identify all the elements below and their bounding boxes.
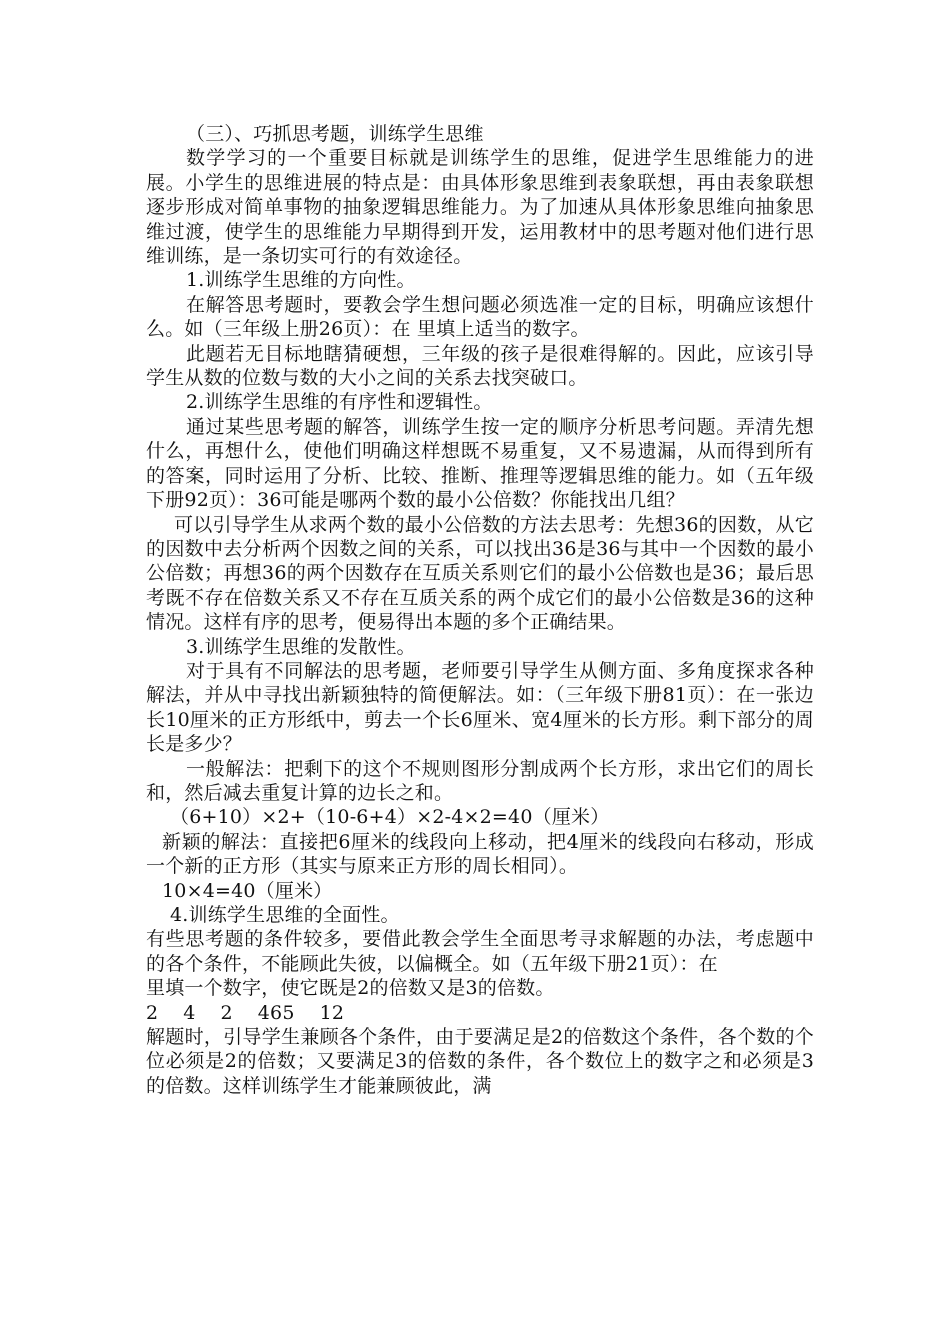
paragraph-3a: 对于具有不同解法的思考题，老师要引导学生从侧方面、多角度探求各种解法，并从中寻找出新颖独特的简便解法。如：（三年级下册81页）：在一张边长10厘米的正方形纸中，剪去一个长6厘米、宽4厘米的长方形。剩下部分的周长是多少？: [146, 659, 814, 756]
subheading-3: 3.训练学生思维的发散性。: [186, 635, 416, 658]
subheading-2: 2.训练学生思维的有序性和逻辑性。: [186, 391, 493, 414]
subheading-1: 1.训练学生思维的方向性。: [186, 269, 416, 292]
equation-1: （6+10）×2+（10-6+4）×2-4×2=40（厘米）: [170, 806, 610, 829]
paragraph-3b: 一般解法：把剩下的这个不规则图形分割成两个长方形，求出它们的周长和，然后减去重复计算的边长之和。: [146, 757, 814, 804]
paragraph-1b: 此题若无目标地瞎猜硬想，三年级的孩子是很难得解的。因此，应该引导学生从数的位数与数的大小之间的关系去找突破口。: [146, 342, 814, 390]
paragraph-3c: 新颖的解法：直接把6厘米的线段向上移动，把4厘米的线段向右移动，形成一个新的正方形（其实与原来正方形的周长相同）。: [146, 830, 814, 878]
subheading-4: 4.训练学生思维的全面性。: [170, 904, 400, 926]
document-page: [146, 122, 814, 1098]
number-list: 2 4 2 465 12: [146, 1001, 345, 1024]
paragraph-4b: 里填一个数字，使它既是2的倍数又是3的倍数。: [146, 977, 555, 1000]
paragraph-4a: 有些思考题的条件较多，要借此教会学生全面思考寻求解题的办法，考虑题中的各个条件，不能顾此失彼，以偏概全。如（五年级下册21页）：在: [146, 928, 814, 975]
paragraph-intro: 数学学习的一个重要目标就是训练学生的思维，促进学生思维能力的进展。小学生的思维进展的特点是：由具体形象思维到表象联想，再由表象联想逐步形成对简单事物的抽象逻辑思维能力。为了加速从具体形象思维向抽象思维过渡，使学生的思维能力早期得到开发，运用教材中的思考题对他们进行思维训练，是一条切实可行的有效途径。: [146, 147, 814, 268]
paragraph-4c: 解题时，引导学生兼顾各个条件，由于要满足是2的倍数这个条件，各个数的个位必须是2的倍数；又要满足3的倍数的条件，各个数位上的数字之和必须是3的倍数。这样训练学生才能兼顾彼此，满: [146, 1026, 814, 1097]
section-heading: （三）、巧抓思考题，训练学生思维: [186, 123, 484, 145]
paragraph-1a: 在解答思考题时，要教会学生想问题必须选准一定的目标，明确应该想什么。如（三年级上册26页）：在 里填上适当的数字。: [146, 293, 814, 341]
paragraph-2a: 通过某些思考题的解答，训练学生按一定的顺序分析思考问题。弄清先想什么，再想什么，使他们明确这样想既不易重复，又不易遗漏，从而得到所有的答案，同时运用了分析、比较、推断、推理等逻辑思维的能力。如（五年级下册92页）：36可能是哪两个数的最小公倍数？你能找出几组？: [146, 415, 814, 512]
equation-2: 10×4=40（厘米）: [162, 879, 333, 902]
paragraph-2b: 可以引导学生从求两个数的最小公倍数的方法去思考：先想36的因数，从它的因数中去分析两个因数之间的关系，可以找出36是36与其中一个因数的最小公倍数；再想36的两个因数存在互质关系则它们的最小公倍数也是36；最后思考既不存在倍数关系又不存在互质关系的两个成它们的最小公倍数是36的这种情况。这样有序的思考，便易得出本题的多个正确结果。: [146, 513, 814, 634]
